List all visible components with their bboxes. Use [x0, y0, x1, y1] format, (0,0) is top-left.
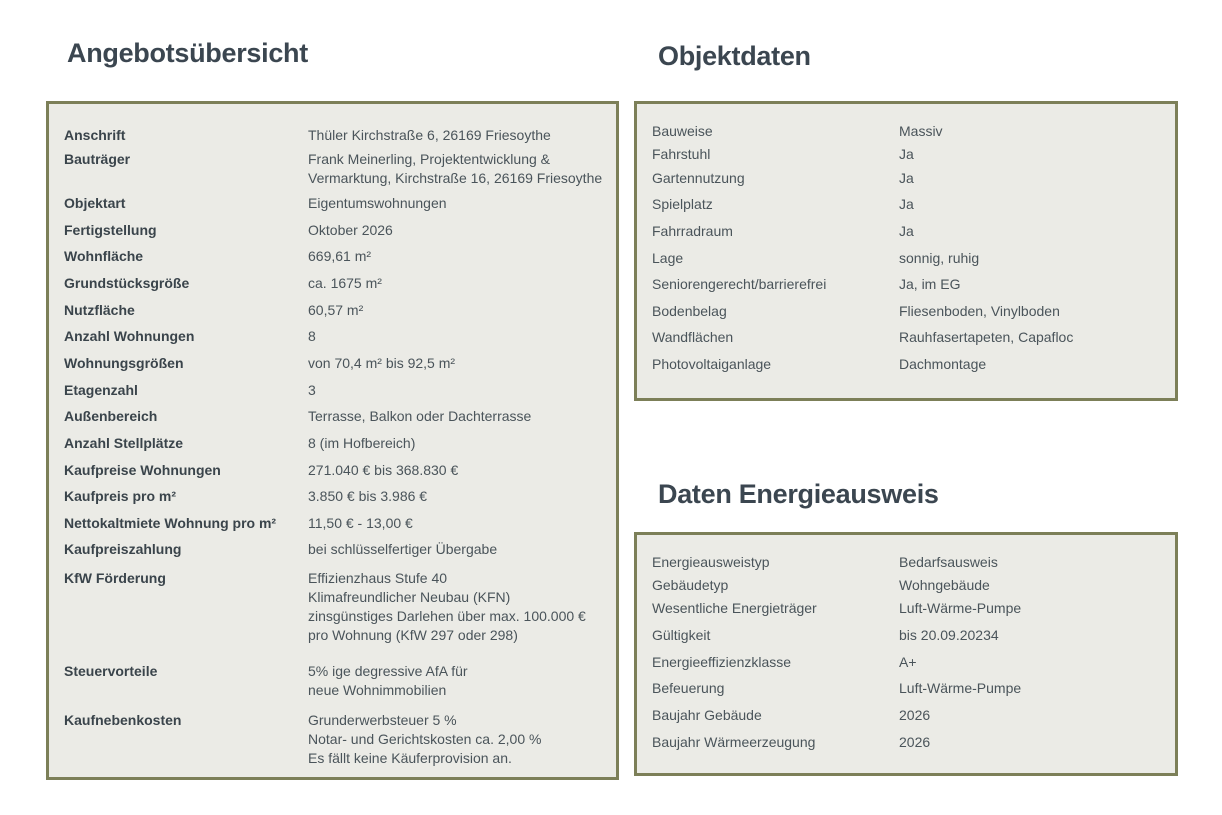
offer-label: Kaufpreise Wohnungen	[64, 462, 221, 478]
offer-label: Kaufpreiszahlung	[64, 541, 182, 557]
offer-label: Wohnungsgrößen	[64, 355, 184, 371]
offer-label: Objektart	[64, 195, 126, 211]
energie-value: bis 20.09.20234	[899, 627, 999, 643]
objekt-label: Seniorengerecht/barrierefrei	[652, 276, 827, 292]
objekt-panel	[634, 101, 1178, 401]
objekt-label: Wandflächen	[652, 329, 734, 345]
objekt-label: Photovoltaiganlage	[652, 356, 772, 372]
objekt-value: Fliesenboden, Vinylboden	[899, 303, 1060, 319]
objekt-label: Bauweise	[652, 123, 713, 139]
objekt-value: Ja	[899, 196, 914, 212]
energie-value: Luft-Wärme-Pumpe	[899, 600, 1022, 616]
offer-label: Nutzfläche	[64, 302, 135, 318]
objekt-value: Ja	[899, 223, 914, 239]
energie-label: Baujahr Wärmeerzeugung	[652, 734, 816, 750]
offer-panel	[46, 101, 619, 780]
offer-value: 8 (im Hofbereich)	[308, 435, 416, 451]
offer-value: Thüler Kirchstraße 6, 26169 Friesoythe	[308, 127, 551, 143]
offer-label: Bauträger	[64, 151, 131, 167]
objekt-value: Massiv	[899, 123, 943, 139]
objekt-label: Fahrradraum	[652, 223, 733, 239]
offer-label: Außenbereich	[64, 408, 158, 424]
energie-value: Bedarfsausweis	[899, 554, 998, 570]
offer-value: Terrasse, Balkon oder Dachterrasse	[308, 408, 532, 424]
offer-label: Anschrift	[64, 127, 126, 143]
offer-label: Wohnfläche	[64, 248, 144, 264]
offer-value: Grunderwerbsteuer 5 % Notar- und Gerichtskosten ca. 2,00 % Es fällt keine Käuferprovision an.	[308, 712, 542, 766]
energie-value: 2026	[899, 707, 931, 723]
offer-label: Etagenzahl	[64, 382, 138, 398]
objekt-value: Rauhfasertapeten, Capafloc	[899, 329, 1074, 345]
offer-label: Nettokaltmiete Wohnung pro m²	[64, 515, 277, 531]
energie-title: Daten Energieausweis	[658, 479, 939, 509]
offer-value: 3.850 € bis 3.986 €	[308, 488, 428, 504]
objekt-label: Gartennutzung	[652, 170, 745, 186]
offer-label: Anzahl Stellplätze	[64, 435, 184, 451]
offer-value: 271.040 € bis 368.830 €	[308, 462, 459, 478]
offer-label: KfW Förderung	[64, 570, 166, 586]
offer-label: Kaufpreis pro m²	[64, 488, 177, 504]
objekt-value: Ja	[899, 146, 914, 162]
energie-label: Energieeffizienzklasse	[652, 654, 792, 670]
energie-label: Befeuerung	[652, 680, 725, 696]
offer-value: Frank Meinerling, Projektentwicklung & Vermarktung, Kirchstraße 16, 26169 Friesoythe	[308, 151, 603, 186]
energie-label: Baujahr Gebäude	[652, 707, 762, 723]
energie-value: Wohngebäude	[899, 577, 990, 593]
energie-value: 2026	[899, 734, 931, 750]
offer-title: Angebotsübersicht	[67, 38, 308, 68]
objekt-value: sonnig, ruhig	[899, 250, 980, 266]
energie-value: Luft-Wärme-Pumpe	[899, 680, 1022, 696]
energie-label: Gebäudetyp	[652, 577, 729, 593]
offer-label: Fertigstellung	[64, 222, 157, 238]
offer-value: 3	[308, 382, 316, 398]
objekt-label: Spielplatz	[652, 196, 713, 212]
objekt-value: Ja	[899, 170, 914, 186]
energie-value: A+	[899, 654, 917, 670]
offer-value: Effizienzhaus Stufe 40 Klimafreundlicher Neubau (KFN) zinsgünstiges Darlehen über max. 100.000 € pro Wohnung (KfW 297 oder 298)	[308, 570, 586, 643]
offer-value: Eigentumswohnungen	[308, 195, 447, 211]
offer-value: 5% ige degressive AfA für neue Wohnimmobilien	[308, 663, 468, 698]
energie-label: Energieausweistyp	[652, 554, 770, 570]
objekt-title: Objektdaten	[658, 41, 811, 71]
objekt-value: Ja, im EG	[899, 276, 961, 292]
offer-value: ca. 1675 m²	[308, 275, 382, 291]
offer-value: von 70,4 m² bis 92,5 m²	[308, 355, 456, 371]
energie-label: Gültigkeit	[652, 627, 711, 643]
offer-value: Oktober 2026	[308, 222, 393, 238]
offer-label: Kaufnebenkosten	[64, 712, 182, 728]
offer-value: 669,61 m²	[308, 248, 372, 264]
energie-panel	[634, 532, 1178, 776]
offer-value: 8	[308, 328, 316, 344]
objekt-label: Fahrstuhl	[652, 146, 711, 162]
objekt-value: Dachmontage	[899, 356, 987, 372]
energie-label: Wesentliche Energieträger	[652, 600, 817, 616]
offer-label: Grundstücksgröße	[64, 275, 190, 291]
objekt-label: Bodenbelag	[652, 303, 727, 319]
objekt-label: Lage	[652, 250, 684, 266]
offer-value: 60,57 m²	[308, 302, 364, 318]
offer-label: Anzahl Wohnungen	[64, 328, 195, 344]
offer-label: Steuervorteile	[64, 663, 158, 679]
offer-value: 11,50 € - 13,00 €	[308, 515, 413, 531]
offer-value: bei schlüsselfertiger Übergabe	[308, 541, 498, 557]
